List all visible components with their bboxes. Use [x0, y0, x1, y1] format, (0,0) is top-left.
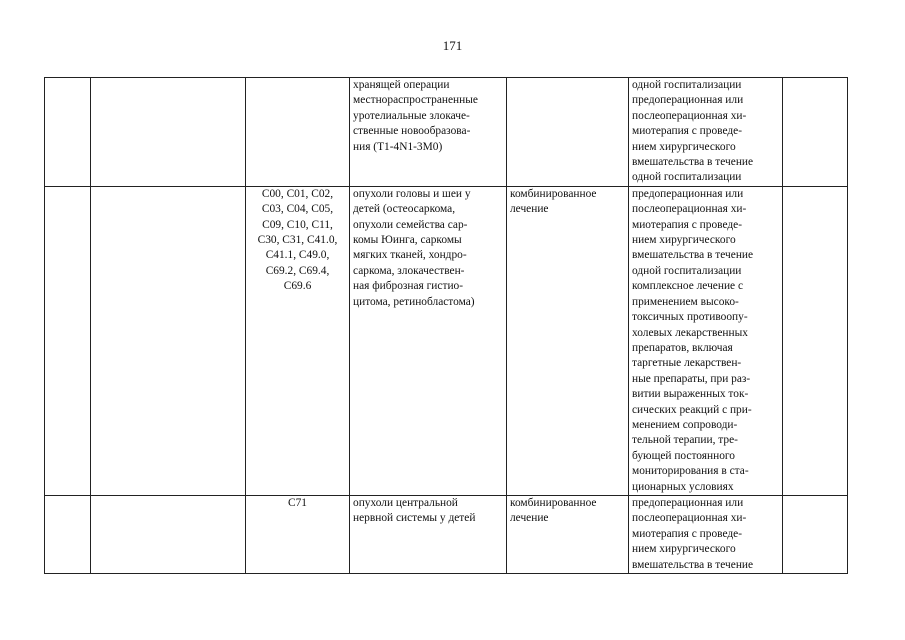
table-cell-col2 [91, 495, 246, 573]
cell-text-line: C69.6 [283, 280, 312, 293]
table-cell-col5 [507, 186, 629, 495]
cell-text-line: нервной системы у детей [353, 512, 476, 525]
table-cell-col7 [783, 495, 848, 573]
cell-text-line: комбинированное [510, 496, 597, 509]
table-cell-col1 [45, 78, 91, 187]
cell-text-line: вмешательства в течение [632, 156, 754, 169]
cell-text-line: лечение [510, 203, 549, 216]
cell-text-line: нием хирургического [632, 234, 736, 247]
cell-text-line: лечение [510, 512, 549, 525]
page-number: 171 [442, 38, 463, 53]
table-cell-col4 [350, 78, 507, 187]
cell-text-line: миотерапия с проведе- [632, 527, 743, 540]
cell-text-line: препаратов, включая [632, 341, 733, 354]
cell-text-line: сических реакций с при- [632, 403, 752, 416]
table-cell-col7 [783, 186, 848, 495]
cell-text-line: цитома, ретинобластома) [353, 295, 475, 308]
cell-text-line: хранящей операции [353, 79, 450, 91]
cell-text-line: C41.1, C49.0, [265, 249, 330, 262]
cell-text-line: ния (T1-4N1-3M0) [353, 140, 443, 153]
table-cell-col3 [246, 495, 350, 573]
table-cell-col4 [350, 495, 507, 573]
cell-text-line: послеоперационная хи- [632, 512, 747, 525]
cell-text-line: C30, C31, C41.0, [257, 234, 338, 247]
cell-text-line: одной госпитализации [632, 79, 742, 91]
cell-text-line: C03, C04, C05, [261, 203, 334, 216]
cell-text-line: саркома, злокачествен- [353, 264, 465, 277]
cell-text-line: холевых лекарственных [632, 326, 748, 339]
cell-text-line: послеоперационная хи- [632, 109, 747, 122]
table-row [45, 495, 848, 573]
table-cell-col6 [629, 186, 783, 495]
table-cell-col2 [91, 78, 246, 187]
cell-text-line: C69.2, C69.4, [265, 264, 330, 277]
cell-text-line: одной госпитализации [632, 264, 742, 277]
cell-text-line: предоперационная или [632, 187, 744, 200]
table-cell-col5 [507, 78, 629, 187]
medical-care-table [44, 77, 848, 574]
table-cell-col1 [45, 186, 91, 495]
cell-text-line: предоперационная или [632, 496, 744, 509]
cell-text-line: ные препараты, при раз- [632, 372, 751, 385]
cell-text-line: мониторирования в ста- [632, 465, 749, 478]
cell-text-line: послеоперационная хи- [632, 203, 747, 216]
cell-text-line: менением сопроводи- [632, 418, 738, 431]
cell-text-line: миотерапия с проведе- [632, 218, 743, 231]
cell-text-line: опухоли семейства сар- [353, 218, 468, 231]
cell-text-line: ная фиброзная гистио- [353, 280, 464, 293]
cell-text-line: мягких тканей, хондро- [353, 249, 467, 262]
cell-text-line: комплексное лечение с [632, 280, 744, 293]
cell-text-line: комбинированное [510, 187, 597, 200]
table-row [45, 78, 848, 187]
table-cell-col4 [350, 186, 507, 495]
table-cell-col3 [246, 78, 350, 187]
cell-text-line: C00, C01, C02, [261, 187, 334, 200]
cell-text-line: уротелиальные злокаче- [353, 109, 470, 122]
table-cell-col5 [507, 495, 629, 573]
cell-text-line: детей (остеосаркома, [353, 203, 456, 216]
table-cell-col7 [783, 78, 848, 187]
cell-text-line: таргетные лекарствен- [632, 357, 742, 370]
cell-text-line: применением высоко- [632, 295, 739, 308]
cell-text-line: комы Юинга, саркомы [353, 234, 462, 247]
cell-text-line: опухоли центральной [353, 496, 458, 509]
cell-text-line: нием хирургического [632, 543, 736, 556]
table-cell-col6 [629, 78, 783, 187]
cell-text-line: местнораспространенные [353, 94, 478, 107]
cell-text-line: миотерапия с проведе- [632, 125, 743, 138]
cell-text-line: вмешательства в течение [632, 249, 754, 262]
cell-text-line: витии выраженных ток- [632, 388, 749, 401]
cell-text-line: предоперационная или [632, 94, 744, 107]
cell-text-line: тельной терапии, тре- [632, 434, 738, 447]
cell-text-line: одной госпитализации [632, 171, 742, 184]
cell-text-line: ционарных условиях [632, 480, 734, 493]
table-row [45, 186, 848, 495]
cell-text-line: C09, C10, C11, [262, 218, 333, 231]
cell-text-line: опухоли головы и шеи у [353, 187, 471, 200]
table-cell-col3 [246, 186, 350, 495]
cell-text-line: вмешательства в течение [632, 558, 754, 571]
cell-text-line: нием хирургического [632, 140, 736, 153]
cell-text-line: ственные новообразова- [353, 125, 471, 138]
table-cell-col1 [45, 495, 91, 573]
cell-text-line: C71 [288, 496, 307, 509]
cell-text-line: токсичных противоопу- [632, 311, 748, 324]
table-cell-col2 [91, 186, 246, 495]
cell-text-line: бующей постоянного [632, 449, 735, 462]
table-cell-col6 [629, 495, 783, 573]
